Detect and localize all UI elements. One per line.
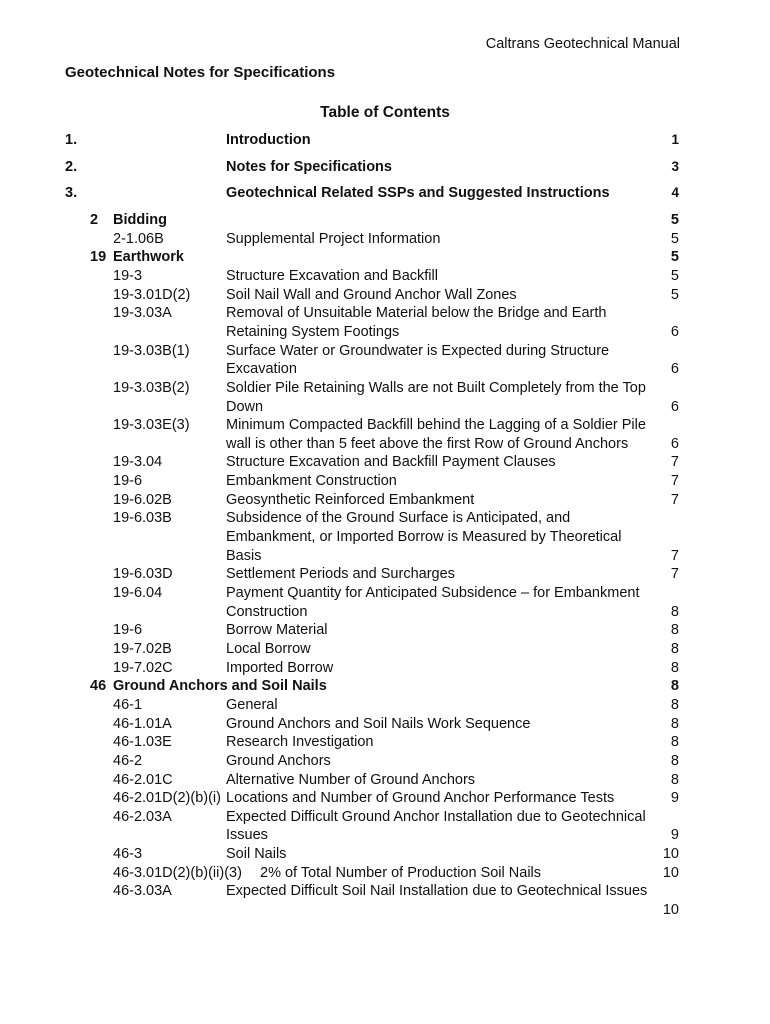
toc-title: Table of Contents [320, 104, 450, 121]
entry-page: 5 [670, 212, 679, 228]
entry-title: Settlement Periods and Surcharges [226, 566, 455, 583]
entry-page: 9 [670, 790, 679, 807]
entry-number: 19-3.03B(1) [113, 342, 190, 359]
entry-page: 5 [670, 267, 679, 284]
entry-number: 19-6.04 [113, 585, 163, 601]
entry-page: 6 [670, 398, 679, 415]
entry-page: 10 [662, 846, 679, 863]
entry-title: Structure Excavation and Backfill Payment Clauses [226, 454, 556, 471]
entry-number: 19-6.02B [113, 491, 172, 508]
entry-title: Ground Anchors and Soil Nails Work Sequence [226, 715, 531, 732]
entry-title: Research Investigation [226, 734, 374, 751]
entry-number: 19-6.03D [113, 566, 173, 583]
entry-title: Payment Quantity for Anticipated Subsidence – for Embankment [226, 585, 640, 601]
entry-title: General [226, 696, 278, 713]
entry-number: 46-2.01D(2)(b)(i) [113, 790, 221, 807]
entry-title: Surface Water or Groundwater is Expected during Structure [226, 342, 610, 359]
entry-number: 46-1.03E [113, 734, 172, 751]
entry-number: 2 [90, 212, 99, 228]
entry-title: Imported Borrow [226, 659, 334, 676]
entry-title: Expected Difficult Soil Nail Installation due to Geotechnical Issues [226, 883, 648, 900]
entry-page: 6 [670, 361, 679, 378]
entry-title: Minimum Compacted Backfill behind the Lagging of a Soldier Pile [226, 417, 646, 434]
entry-number: 19-6.03B [113, 510, 172, 527]
entry-title: Soldier Pile Retaining Walls are not Built Completely from the Top [226, 379, 646, 396]
entry-number: 46-1 [113, 696, 143, 713]
entry-page: 8 [670, 715, 679, 732]
entry-page: 4 [671, 185, 679, 200]
entry-page: 1 [671, 132, 679, 147]
entry-title: Construction [226, 603, 308, 620]
entry-number: 1. [65, 132, 78, 148]
entry-title: Bidding [113, 212, 167, 228]
entry-page: 7 [670, 547, 679, 564]
entry-title: Geosynthetic Reinforced Embankment [226, 491, 475, 508]
entry-number: 46-1.01A [113, 715, 172, 732]
entry-title: Supplemental Project Information [226, 230, 441, 247]
entry-number: 2-1.06B [113, 230, 164, 247]
entry-title: Embankment Construction [226, 473, 397, 490]
entry-number: 19-3.03A [113, 305, 172, 322]
entry-title: Removal of Unsuitable Material below the Bridge and Earth [226, 305, 607, 322]
entry-page: 9 [670, 827, 679, 844]
entry-page: 8 [670, 678, 679, 695]
entry-page: 8 [670, 622, 679, 639]
entry-page: 5 [670, 230, 679, 247]
entry-page: 8 [670, 696, 679, 713]
entry-page: 5 [670, 249, 679, 266]
entry-page: 8 [670, 603, 679, 620]
entry-title: Introduction [226, 132, 311, 148]
entry-number: 46-3.01D(2)(b)(ii)(3) [113, 864, 242, 881]
entry-title: Geotechnical Related SSPs and Suggested Instructions [226, 185, 610, 201]
entry-title: Locations and Number of Ground Anchor Performance Tests [226, 790, 615, 807]
entry-page: 6 [670, 323, 679, 340]
entry-number: 2. [65, 159, 78, 175]
entry-title: Expected Difficult Ground Anchor Installation due to Geotechnical [226, 808, 646, 825]
entry-title: Ground Anchors [226, 752, 331, 769]
entry-page: 7 [670, 473, 679, 490]
entry-title: Excavation [226, 361, 297, 378]
entry-title: Structure Excavation and Backfill [226, 267, 438, 284]
entry-number: 19-6 [113, 622, 143, 639]
entry-title: Down [226, 398, 264, 415]
entry-title: wall is other than 5 feet above the first Row of Ground Anchors [226, 435, 629, 452]
entry-title: Retaining System Footings [226, 323, 400, 340]
entry-number: 19-3.03B(2) [113, 379, 190, 396]
entry-title: Soil Nail Wall and Ground Anchor Wall Zones [226, 286, 517, 303]
entry-page: 7 [670, 454, 679, 471]
entry-number: 19-3 [113, 267, 143, 284]
entry-title: Alternative Number of Ground Anchors [226, 771, 476, 788]
document-title: Geotechnical Notes for Specifications [65, 64, 336, 81]
entry-number: 19-3.04 [113, 454, 163, 471]
entry-page: 7 [670, 491, 679, 508]
entry-page: 10 [662, 902, 679, 918]
entry-title: Local Borrow [226, 641, 311, 657]
entry-page: 8 [670, 659, 679, 676]
entry-number: 19-3.03E(3) [113, 417, 190, 434]
running-header: Caltrans Geotechnical Manual [485, 36, 680, 52]
entry-number: 46-2.03A [113, 808, 172, 825]
entry-page: 10 [662, 864, 679, 881]
entry-title: Borrow Material [226, 622, 328, 639]
entry-title: Soil Nails [226, 846, 287, 863]
entry-number: 19-3.01D(2) [113, 286, 191, 303]
entry-page: 7 [670, 566, 679, 583]
entry-page: 6 [670, 435, 679, 452]
entry-title: Ground Anchors and Soil Nails [113, 678, 327, 695]
entry-title: Notes for Specifications [226, 159, 392, 175]
entry-number: 19-6 [113, 473, 143, 490]
entry-page: 8 [670, 752, 679, 769]
entry-title: Subsidence of the Ground Surface is Anticipated, and [226, 510, 571, 527]
entry-page: 8 [670, 771, 679, 788]
entry-number: 3. [65, 185, 78, 201]
entry-number: 46-3 [113, 846, 143, 863]
entry-number: 46-3.03A [113, 883, 172, 900]
entry-page: 5 [670, 286, 679, 303]
entry-title: Issues [226, 827, 268, 844]
entry-title: Embankment, or Imported Borrow is Measured by Theoretical [226, 529, 622, 545]
entry-title: Basis [226, 547, 262, 564]
entry-number: 19 [90, 249, 107, 266]
entry-number: 46-2.01C [113, 771, 173, 788]
entry-number: 19-7.02B [113, 641, 172, 657]
entry-number: 46-2 [113, 752, 143, 769]
entry-number: 19-7.02C [113, 659, 173, 676]
entry-title: 2% of Total Number of Production Soil Nails [260, 864, 542, 881]
entry-page: 3 [671, 159, 679, 174]
entry-page: 8 [670, 734, 679, 751]
entry-page: 8 [670, 641, 679, 657]
entry-title: Earthwork [113, 249, 184, 266]
entry-number: 46 [90, 678, 107, 695]
